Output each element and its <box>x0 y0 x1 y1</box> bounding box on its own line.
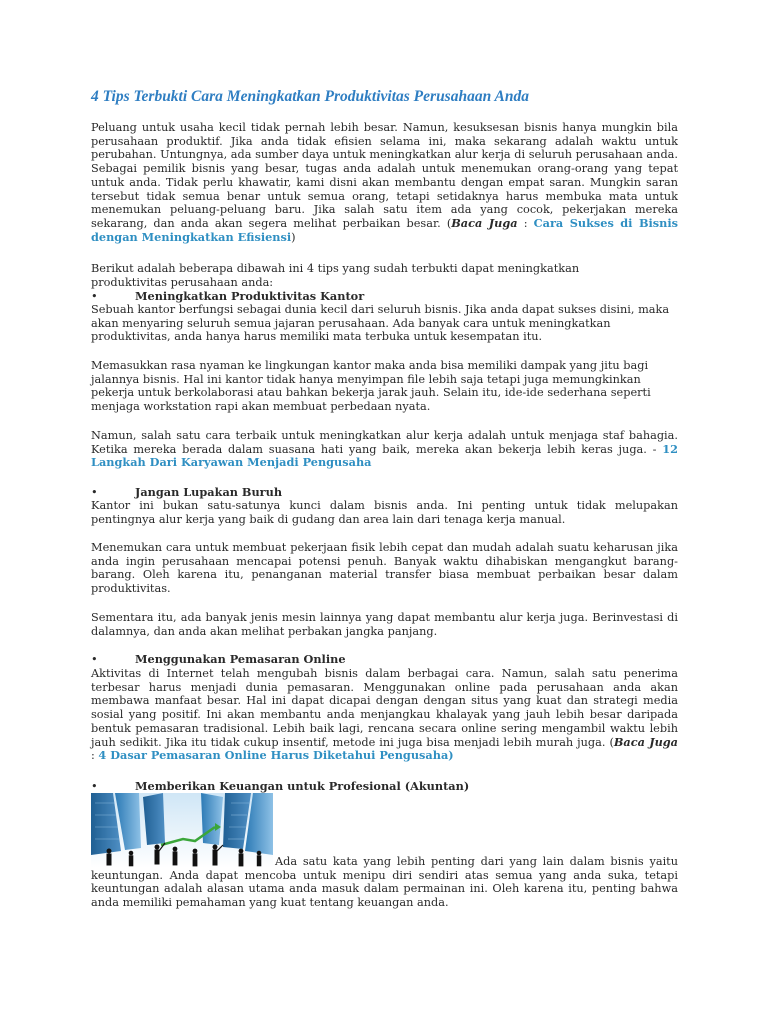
baca-juga-label: Baca Juga <box>451 215 518 230</box>
intro-paragraph: Peluang untuk usaha kecil tidak pernah lebih besar. Namun, kesuksesan bisnis hanya mungkin bila perusahaan produktif. Jika anda tidak efisien selama ini, maka sekarang adalah waktu untuk perubahan. Untungnya, ada sumber daya untuk meningkatkan alur kerja di seluruh perusahaan anda. Sebagai pemilik bisnis yang besar, tugas anda adalah untuk menemukan orang-orang yang tepat untuk anda. Tidak perlu khawatir, kami disni akan membantu dengan empat saran. Mungkin saran tersebut tidak semua benar untuk semua orang, tetapi setidaknya harus membuka mata untuk menemukan peluang-peluang baru. Jika salah satu item ada yang cocok, pekerjakan mereka sekarang, dan anda akan segera melihat perbaikan besar. (Baca Juga : Cara Sukses di Bisnis dengan Meningkatkan Efisiensi) <box>91 121 679 244</box>
link-12-langkah[interactable]: 12 Langkah Dari Karyawan Menjadi Pengusaha <box>91 441 678 470</box>
tip2-heading-text: Jangan Lupakan Buruh <box>135 485 283 499</box>
baca-juga-label: Baca Juga <box>613 734 678 749</box>
tip1-paragraph-2: Memasukkan rasa nyaman ke lingkungan kantor maka anda bisa memiliki dampak yang jitu bagi jalannya bisnis. Hal ini kantor tidak hanya menyimpan file lebih saja tetapi juga memungkinkan pekerja untuk berkolaborasi atau bahkan bekerja jarak jauh. Selain itu, ide-ide sederhana seperti menjaga workstation rapi akan membuat perbedaan nyata. <box>91 359 651 414</box>
link-4-dasar-pemasaran[interactable]: 4 Dasar Pemasaran Online Harus Diketahui Pengusaha) <box>98 748 454 763</box>
tip2-paragraph-3: Sementara itu, ada banyak jenis mesin lainnya yang dapat membantu alur kerja juga. Berinvestasi di dalamnya, dan anda akan melihat perbakan jangka panjang. <box>91 611 678 638</box>
tip3-heading <box>91 653 678 667</box>
tip2-heading <box>91 486 678 500</box>
tip3-paragraph-1: Aktivitas di Internet telah mengubah bisnis dalam berbagai cara. Namun, salah satu penerima terbesar harus menjadi dunia pemasaran. Menggunakan online pada perusahaan anda akan membawa manfaat besar. Hal ini dapat dicapai dengan dengan situs yang kuat dan strategi media sosial yang positif. Ini akan membantu anda menjangkau khalayak yang jauh lebih besar daripada bentuk pemasaran tradisional. Lebih baik lagi, rencana secara online sering mengambil waktu lebih jauh sedikit. Jika itu tidak cukup insentif, metode ini juga bisa menjadi lebih murah juga. (Baca Juga : 4 Dasar Pemasaran Online Harus Diketahui Pengusaha) <box>91 667 678 763</box>
tip2-paragraph-1: Kantor ini bukan satu-satunya kunci dalam bisnis anda. Ini penting untuk tidak melupakan pentingnya alur kerja yang baik di gudang dan area lain dari tenaga kerja manual. <box>91 499 678 526</box>
bullet-icon: • <box>91 653 98 666</box>
tip2-paragraph-2: Menemukan cara untuk membuat pekerjaan fisik lebih cepat dan mudah adalah suatu keharusan jika anda ingin perusahaan mencapai potensi penuh. Banyak waktu dihabiskan mengangkut barang-barang. Oleh karena itu, penanganan material transfer biasa membuat perbaikan besar dalam produktivitas. <box>91 541 678 596</box>
intro-text: Peluang untuk usaha kecil tidak pernah lebih besar. Namun, kesuksesan bisnis hanya mungkin bila perusahaan produktif. Jika anda tidak efisien selama ini, maka sekarang adalah waktu untuk perubahan. Untungnya, ada sumber daya untuk meningkatkan alur kerja di seluruh perusahaan anda. Sebagai pemilik bisnis yang besar, tugas anda adalah untuk menemukan orang-orang yang tepat untuk anda. Tidak perlu khawatir, kami disni akan membantu dengan empat saran. Mungkin saran tersebut tidak semua benar untuk semua orang, tetapi setidaknya harus membuka mata untuk menemukan peluang-peluang baru. Jika salah satu item ada yang cocok, pekerjakan mereka sekarang, dan anda akan segera melihat perbaikan besar. ( <box>91 121 678 230</box>
tip4-heading <box>91 780 678 794</box>
tip1-heading <box>91 290 678 304</box>
link-cara-sukses[interactable]: Cara Sukses di Bisnis dengan Meningkatkan Efisiensi <box>91 215 679 244</box>
bullet-icon: • <box>91 486 98 499</box>
tip1-paragraph-1: Sebuah kantor berfungsi sebagai dunia kecil dari seluruh bisnis. Jika anda dapat sukses disini, maka akan menyaring seluruh semua jajaran perusahaan. Ada banyak cara untuk meningkatkan produktivitas, anda hanya harus memiliki mata terbuka untuk kesempatan itu. <box>91 303 670 344</box>
tip4-paragraph-1: Ada satu kata yang lebih penting dari yang lain dalam bisnis yaitu keuntungan. Anda dapat mencoba untuk menipu diri sendiri atas semua yang anda suka, tetapi keuntungan adalah alasan utama anda masuk dalam permainan ini. Oleh karena itu, penting bahwa anda memiliki pemahaman yang kuat tentang keuangan anda. <box>91 855 678 910</box>
bullet-icon: • <box>91 290 98 303</box>
tip1-heading-text: Meningkatkan Produktivitas Kantor <box>135 289 365 303</box>
bullet-icon: • <box>91 780 98 793</box>
tip3-heading-text: Menggunakan Pemasaran Online <box>135 652 346 666</box>
article-title: 4 Tips Terbukti Cara Meningkatkan Produktivitas Perusahaan Anda <box>91 88 529 105</box>
tip1-paragraph-3: Namun, salah satu cara terbaik untuk meningkatkan alur kerja adalah untuk menjaga staf bahagia. Ketika mereka berada dalam suasana hati yang baik, mereka akan bekerja lebih keras juga. - 12 Langkah Dari Karyawan Menjadi Pengusaha <box>91 429 678 470</box>
lead-in-paragraph: Berikut adalah beberapa dibawah ini 4 tips yang sudah terbukti dapat meningkatkan produktivitas perusahaan anda: <box>91 262 580 289</box>
tip4-heading-text: Memberikan Keuangan untuk Profesional (Akuntan) <box>135 779 470 793</box>
